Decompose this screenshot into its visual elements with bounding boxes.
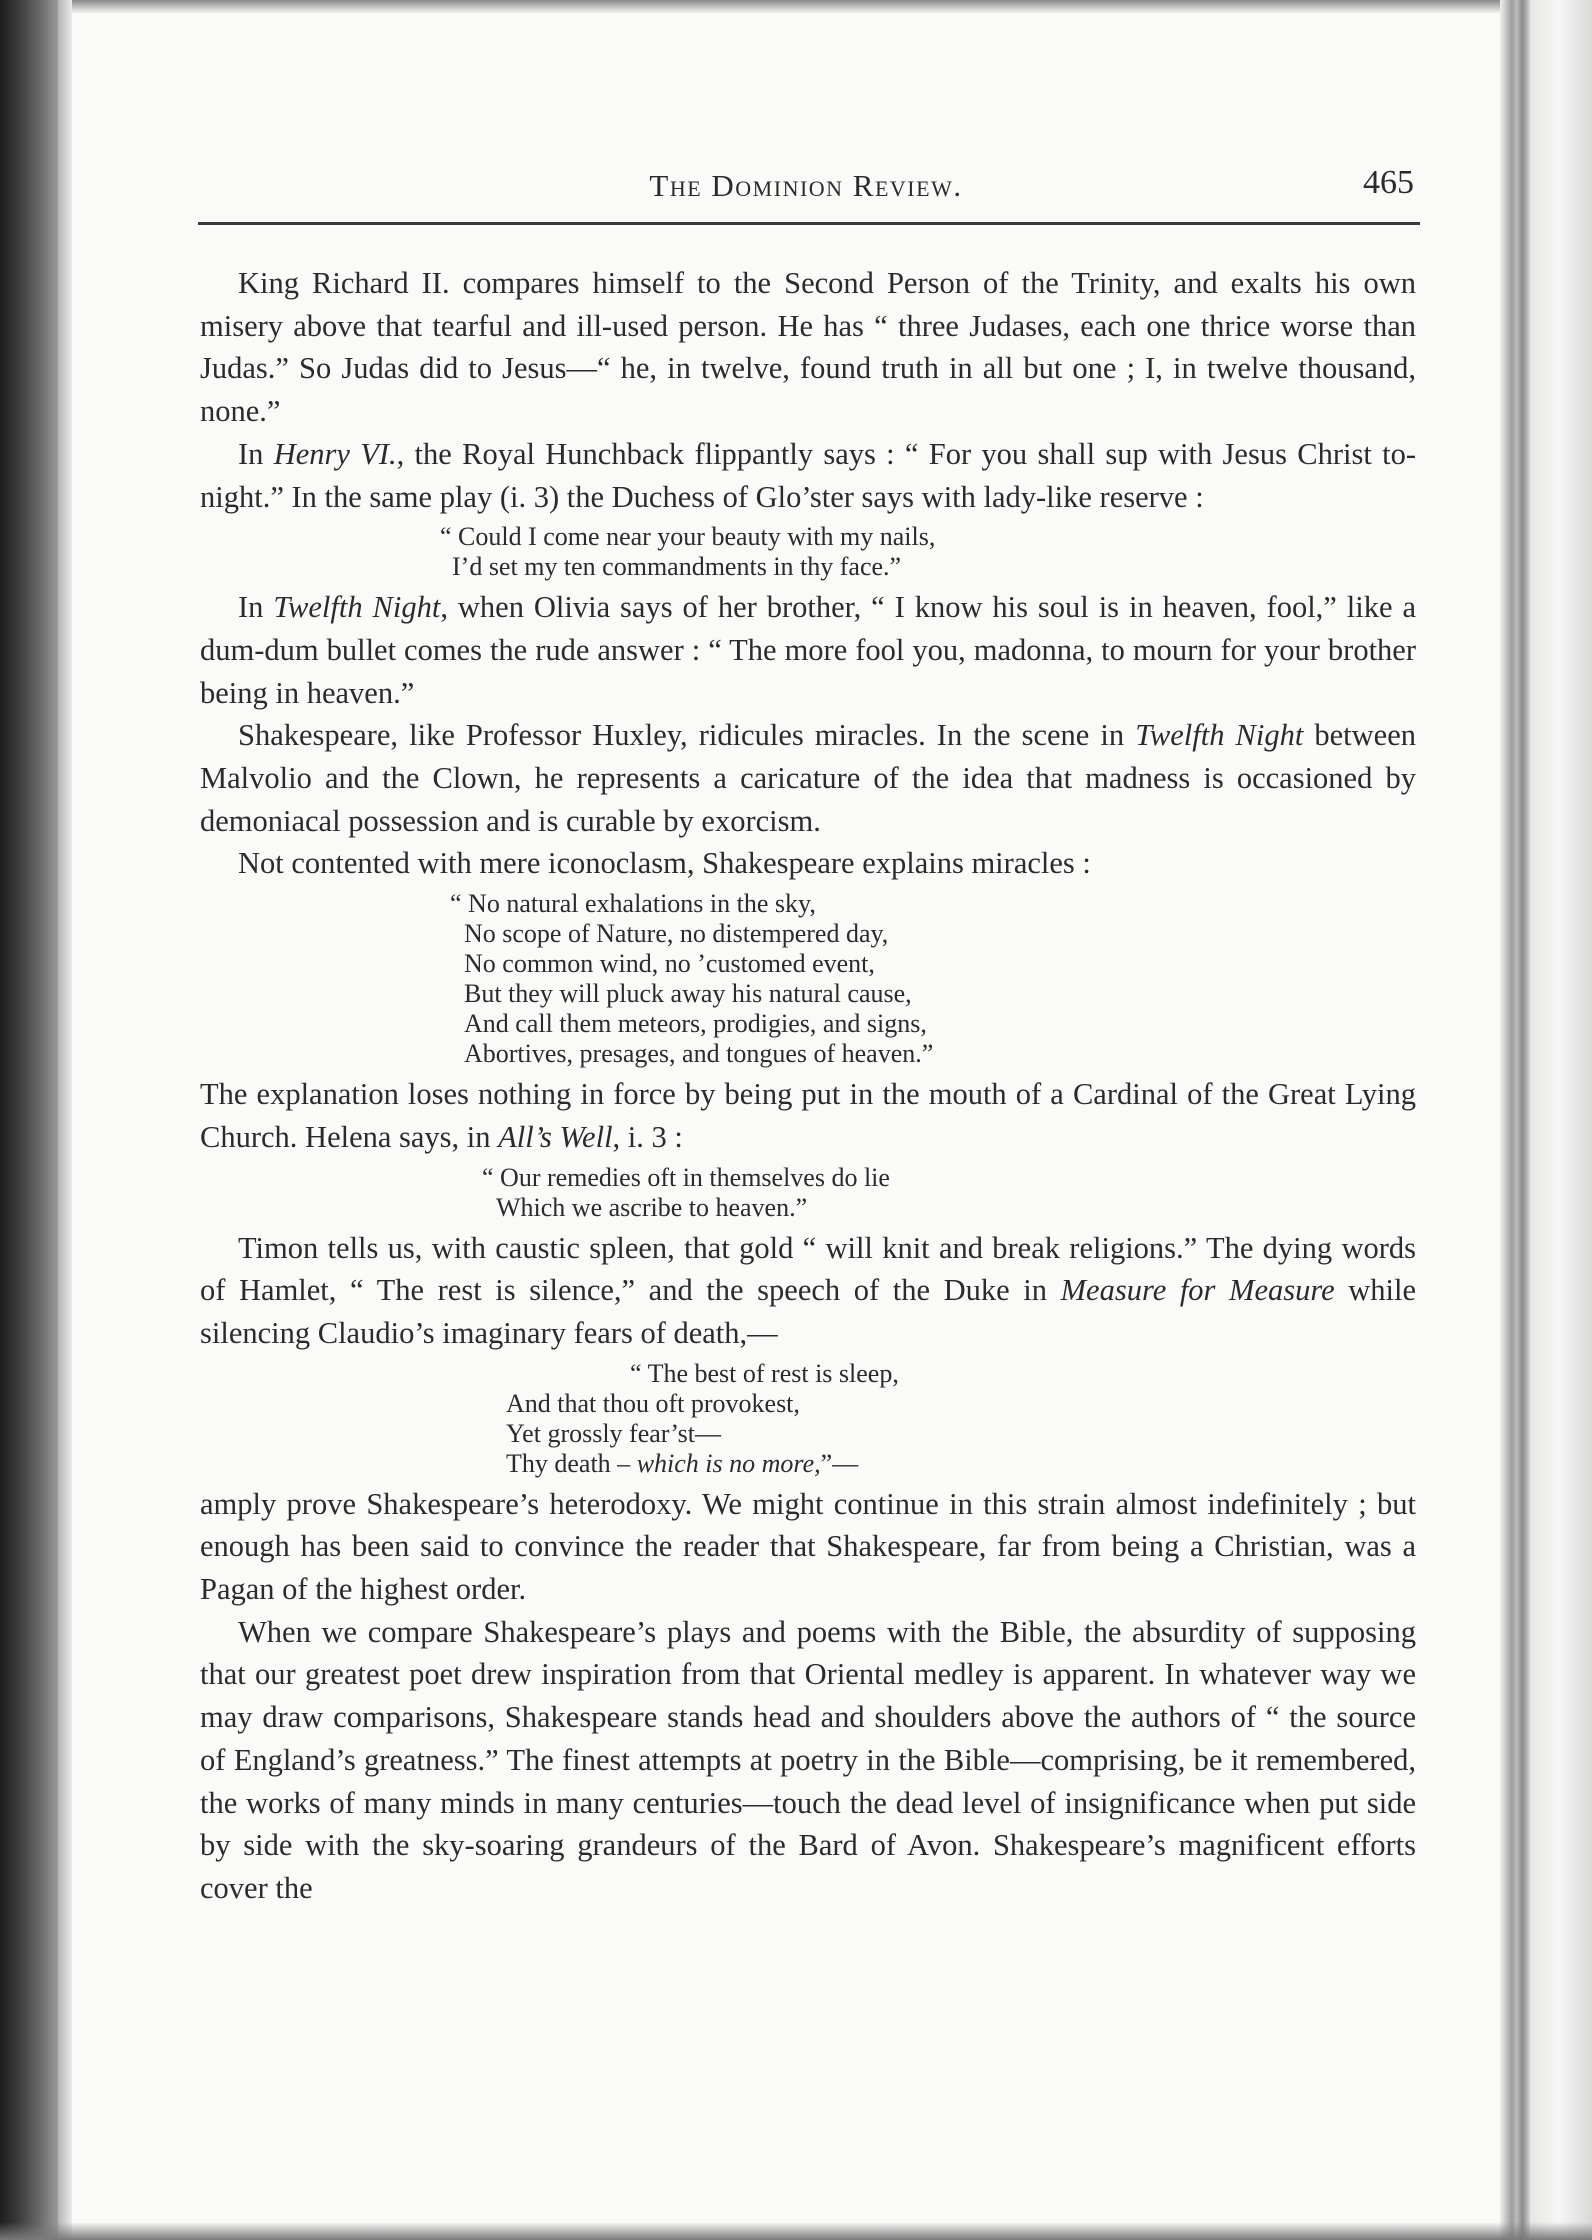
page-edge [1500,0,1530,2240]
work-title: Twelfth Night [1135,718,1304,753]
verse-line: “ Could I come near your beauty with my nails, [440,522,936,552]
verse-line: And call them meteors, prodigies, and signs, [464,1009,927,1039]
body-text [200,262,1416,1910]
paragraph-9: When we compare Shakespeare’s plays and poems with the Bible, the absurdity of supposing that our greatest poet drew inspiration from that Oriental medley is apparent. In whatever way we may draw comparisons, Shakespeare stands head and shoulders above the authors of “ the source of England’s greatness.” The finest attempts at poetry in the Bible—comprising, be it remembered, the works of many minds in many centuries—touch the dead level of insignificance when put side by side with the sky-soaring grandeurs of the Bard of Avon. Shakespeare’s magnificent efforts cover the [200,1614,1416,1905]
verse-line: “ The best of rest is sleep, [630,1358,899,1388]
page-gutter [58,0,72,2240]
verse-line: Abortives, presages, and tongues of heaven.” [464,1039,934,1069]
verse-quote-1 [200,522,1416,582]
verse-quote-2 [200,889,1416,1069]
top-shadow [0,0,1592,14]
adjacent-pages [1530,0,1592,2240]
verse-quote-3 [200,1163,1416,1223]
verse-line: But they will pluck away his natural cause, [464,979,912,1009]
header-rule [198,222,1420,225]
verse-line: “ No natural exhalations in the sky, [450,889,816,919]
book-spine-shadow [0,0,58,2240]
work-title: Measure for Measure [1060,1273,1335,1308]
paragraph-4: Shakespeare, like Professor Huxley, ridicules miracles. In the scene in Twelfth Night between Malvolio and the Clown, he represents a caricature of the idea that madness is occasioned by demoniacal possession and is curable by exorcism. [200,718,1416,838]
verse-line: No common wind, no ’customed event, [464,949,875,979]
verse-line: “ Our remedies oft in themselves do lie [482,1162,890,1192]
verse-line: No scope of Nature, no distempered day, [464,919,889,949]
bottom-shadow [0,2222,1592,2240]
paragraph-8: amply prove Shakespeare’s heterodoxy. We might continue in this strain almost indefinitely ; but enough has been said to convince the reader that Shakespeare, far from being a Christian, was a Pagan of the highest order. [200,1486,1416,1607]
paragraph-7: Timon tells us, with caustic spleen, that gold “ will knit and break religions.” The dying words of Hamlet, “ The rest is silence,” and the speech of the Duke in Measure for Measure while silencing Claudio’s imaginary fears of death,— [200,1230,1416,1350]
verse-line: Which we ascribe to heaven.” [496,1192,808,1222]
verse-quote-4 [200,1359,1416,1479]
verse-line: I’d set my ten commandments in thy face.” [452,552,902,582]
page-header [198,164,1414,214]
work-title: All’s Well [498,1119,613,1154]
work-title: Henry VI. [273,436,397,471]
paragraph-2: In Henry VI., the Royal Hunchback flippantly says : “ For you shall sup with Jesus Christ to-night.” In the same play (i. 3) the Duchess of Glo’ster says with lady-like reserve : [200,436,1416,514]
paragraph-5: Not contented with mere iconoclasm, Shakespeare explains miracles : [238,846,1091,881]
page-number: 465 [1363,164,1414,201]
verse-line: Thy death – which is no more,”— [506,1448,859,1478]
paragraph-1: King Richard II. compares himself to the Second Person of the Trinity, and exalts his own misery above that tearful and ill-used person. He has “ three Judases, each one thrice worse than Judas.” So Judas did to Jesus—“ he, in twelve, found truth in all but one ; I, in twelve thousand, none.” [200,266,1416,429]
verse-line: Yet grossly fear’st— [506,1418,721,1448]
paragraph-3: In Twelfth Night, when Olivia says of her brother, “ I know his soul is in heaven, fool,” like a dum-dum bullet comes the rude answer : “ The more fool you, madonna, to mourn for your brother being in heaven.” [200,590,1416,710]
verse-line: And that thou oft provokest, [506,1388,800,1418]
paragraph-6: The explanation loses nothing in force by being put in the mouth of a Cardinal of the Great Lying Church. Helena says, in All’s Well, i. 3 : [200,1077,1416,1154]
running-head: The Dominion Review. [649,168,963,203]
work-title: Twelfth Night [273,590,441,625]
